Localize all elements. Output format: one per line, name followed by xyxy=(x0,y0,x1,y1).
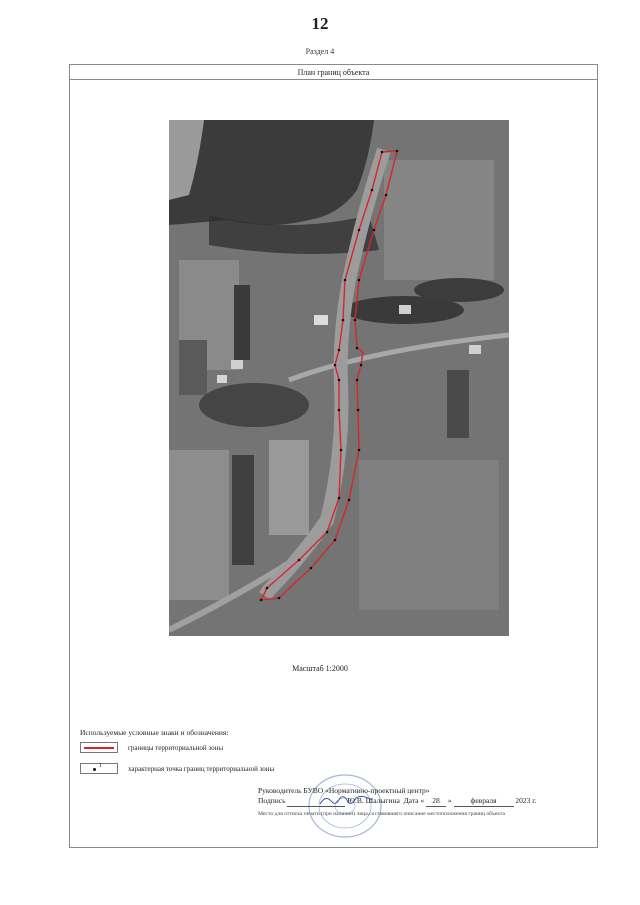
aerial-photo xyxy=(169,120,509,636)
point-symbol xyxy=(80,763,118,774)
legend-item-point xyxy=(80,763,274,774)
date-label: Дата « xyxy=(403,796,425,805)
section-label: Раздел 4 xyxy=(305,47,335,56)
legend-item-boundary xyxy=(80,742,223,753)
scale-label: Масштаб 1:2000 xyxy=(292,664,348,673)
date-day: 28 xyxy=(426,796,446,807)
signature-block xyxy=(258,786,536,807)
legend-label: характерная точка границ территориальной зоны xyxy=(128,764,275,773)
point-number: 1 xyxy=(99,763,102,769)
legend-title: Используемые условные знаки и обозначения: xyxy=(80,728,229,737)
date-month: февраля xyxy=(454,796,514,807)
date-quote: » xyxy=(447,796,452,805)
date-year: 2023 г. xyxy=(515,796,537,805)
signer-position: Руководитель БУВО «Нормативно-проектный центр» xyxy=(258,786,430,795)
handwritten-signature xyxy=(318,792,374,808)
legend-label: границы территориальной зоны xyxy=(128,743,224,752)
plan-title: План границ объекта xyxy=(70,65,597,80)
page-number: 12 xyxy=(311,14,329,33)
sign-label: Подпись xyxy=(258,796,286,805)
signer-name: Ю.В. Шалыгина xyxy=(347,796,400,805)
boundary-line-symbol xyxy=(80,742,118,753)
stamp-caption: Место для оттиска печати (при наличии) лица,составившего описание местоположения границ объекта xyxy=(258,811,505,817)
